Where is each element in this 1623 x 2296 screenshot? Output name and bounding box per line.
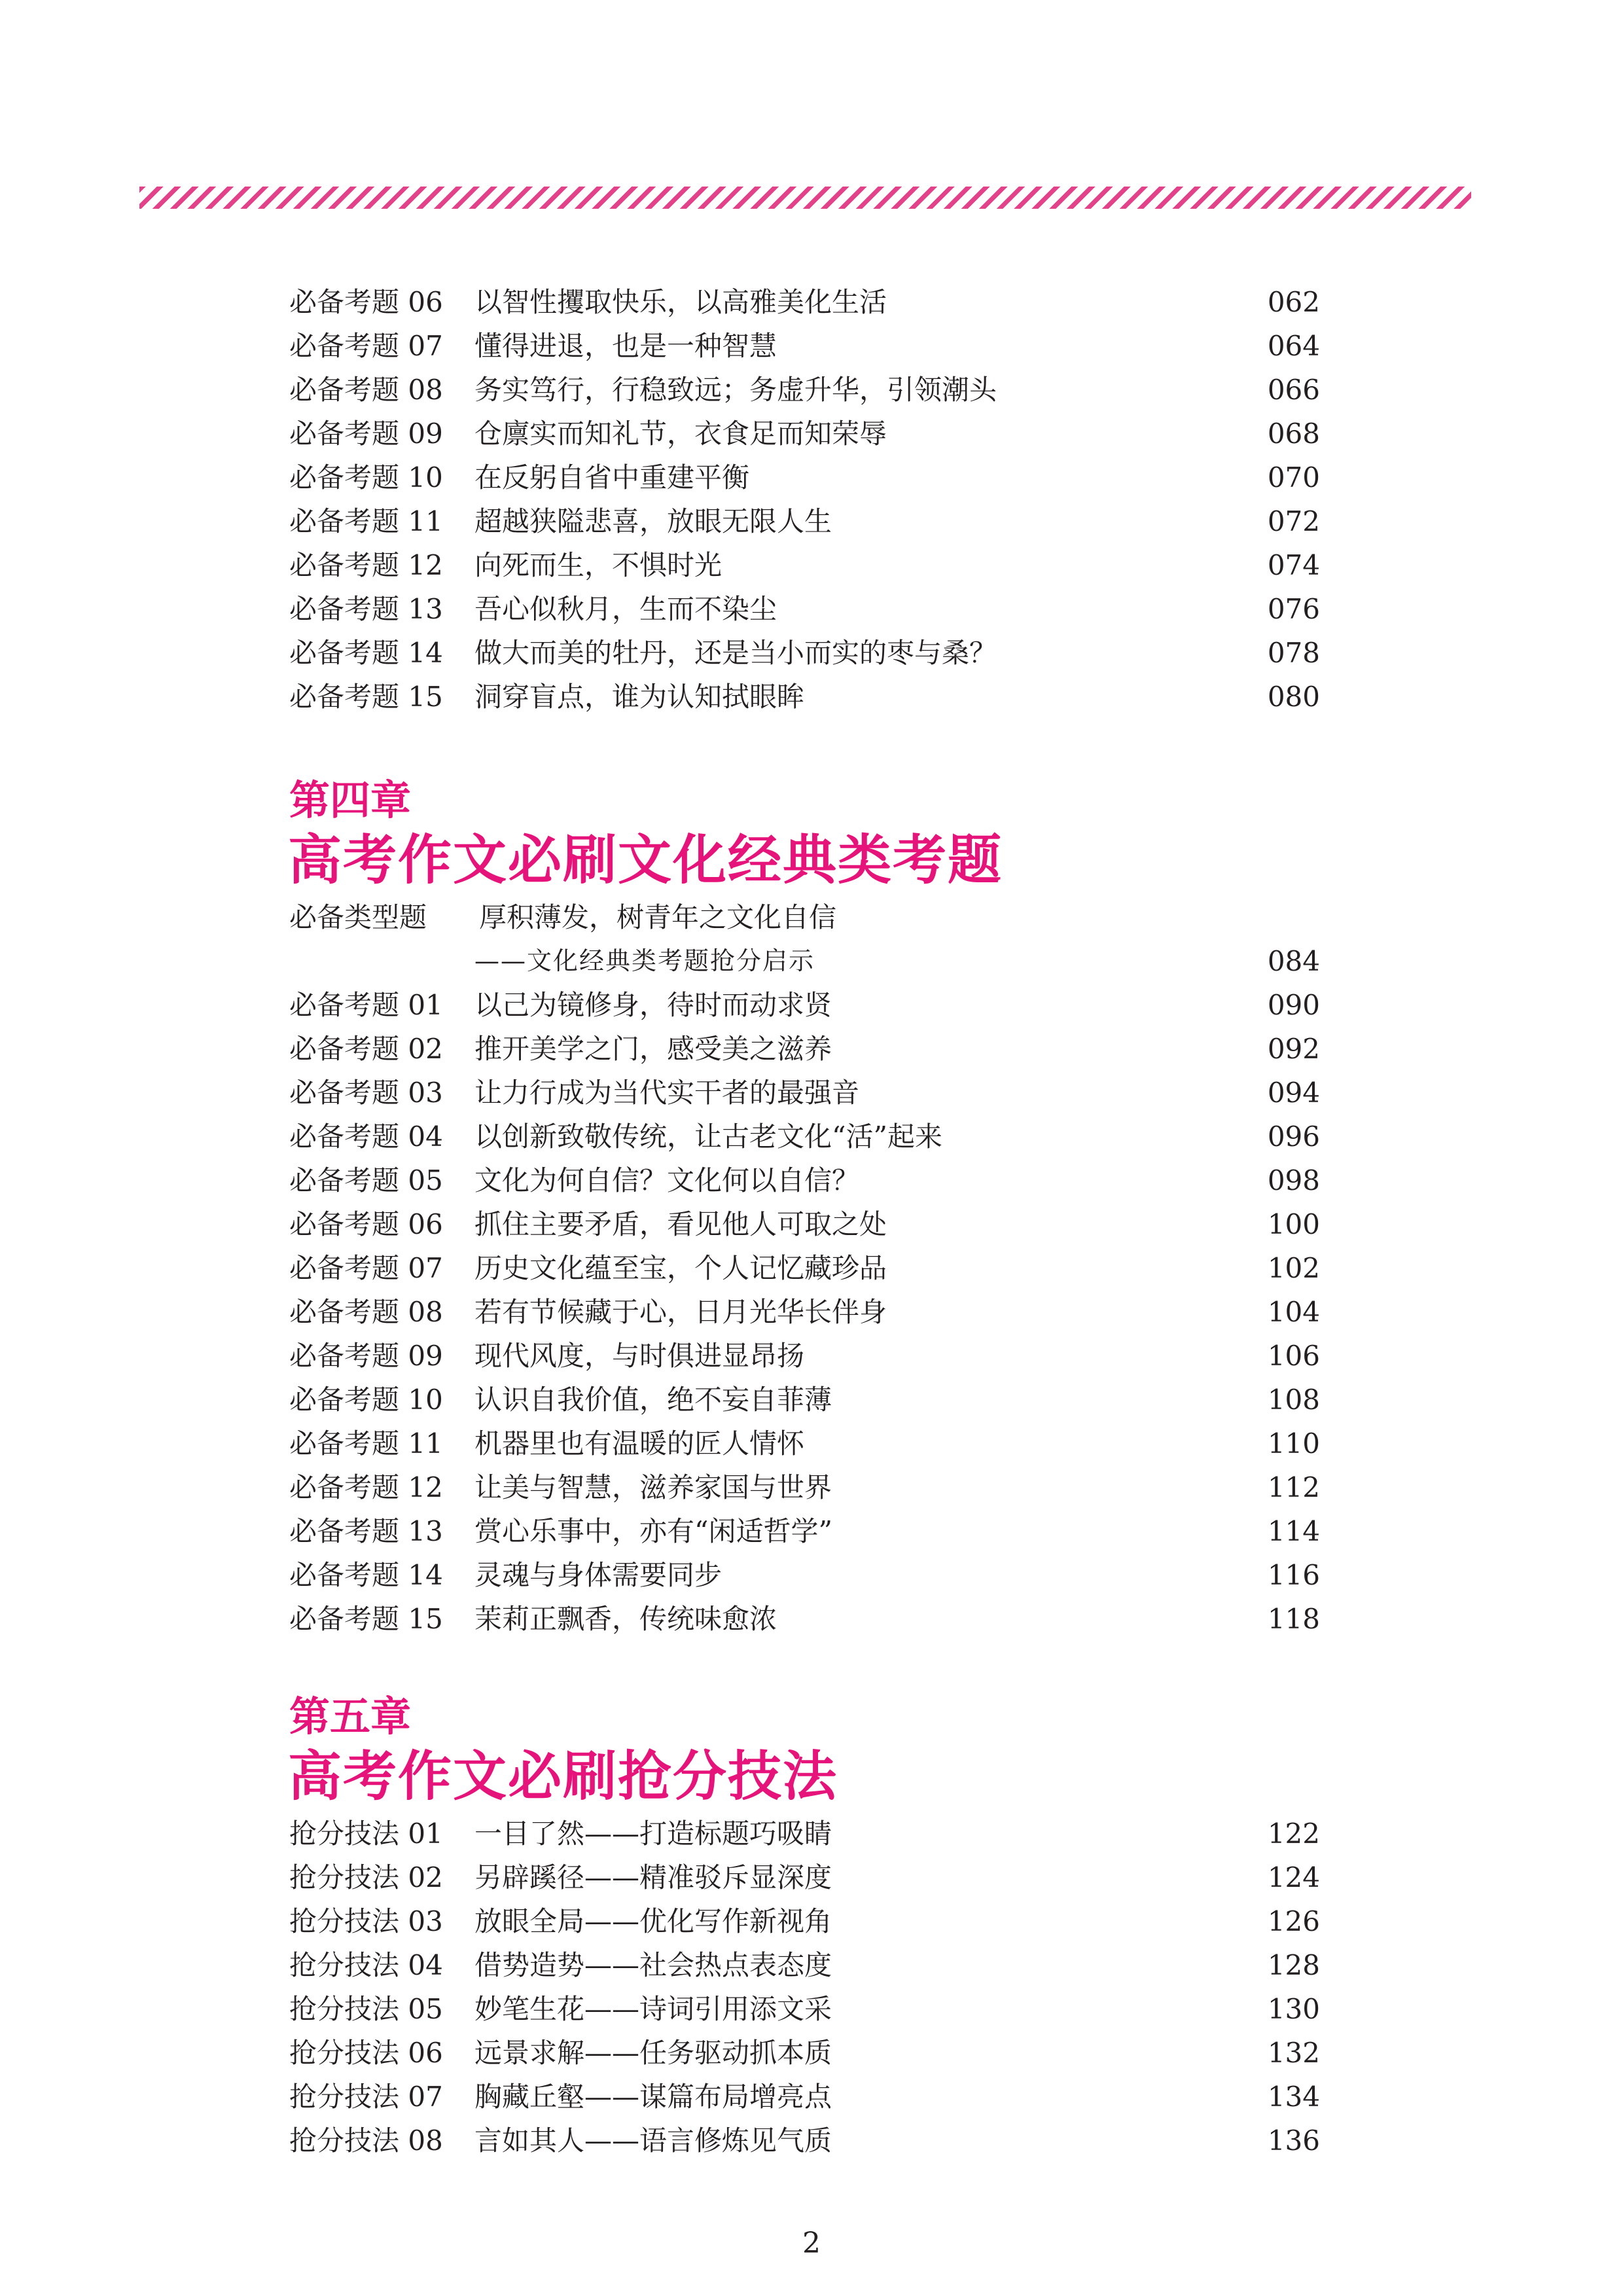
toc-entry-title: 让美与智慧，滋养家国与世界 xyxy=(474,1471,832,1503)
toc-entry-page: 106 xyxy=(1267,1340,1320,1372)
toc-entry-page: 084 xyxy=(1267,945,1320,977)
toc-entry[interactable] xyxy=(289,1856,1320,1899)
toc-entry-code: 必备考题 09 xyxy=(289,1340,443,1372)
chapter-4-title: 高考作文必刷文化经典类考题 xyxy=(288,829,1003,891)
toc-entry-page: 068 xyxy=(1267,418,1320,450)
toc-entry-title: 厚积薄发，树青年之文化自信 xyxy=(479,901,837,933)
toc-entry-code: 必备考题 13 xyxy=(289,593,443,625)
decorative-stripe-band xyxy=(139,187,1471,209)
toc-type-subentry[interactable] xyxy=(289,939,1320,983)
toc-entry-title: 现代风度，与时俱进显昂扬 xyxy=(474,1340,805,1372)
toc-entry-page: 134 xyxy=(1267,2081,1320,2113)
toc-entry[interactable] xyxy=(289,1422,1320,1465)
toc-entry-page: 102 xyxy=(1267,1252,1320,1284)
toc-entry-code: 必备考题 09 xyxy=(289,418,443,450)
toc-entry-title: 以创新致敬传统，让古老文化“活”起来 xyxy=(474,1121,942,1153)
toc-entry-title: 茉莉正飘香，传统味愈浓 xyxy=(474,1603,777,1635)
toc-entry-code: 必备考题 01 xyxy=(289,989,443,1021)
toc-entry-page: 080 xyxy=(1267,681,1320,713)
toc-entry-code: 必备考题 07 xyxy=(289,330,443,362)
toc-entry-page: 066 xyxy=(1267,374,1320,406)
toc-entry[interactable] xyxy=(289,1158,1320,1202)
toc-entry[interactable] xyxy=(289,2031,1320,2075)
chapter-5-title: 高考作文必刷抢分技法 xyxy=(288,1745,838,1808)
toc-entry[interactable] xyxy=(289,1509,1320,1553)
toc-entry[interactable] xyxy=(289,1553,1320,1597)
toc-entry[interactable] xyxy=(289,1115,1320,1158)
toc-entry-title: 吾心似秋月，生而不染尘 xyxy=(474,593,777,625)
toc-entry-code: 必备考题 14 xyxy=(289,1559,443,1591)
toc-entry-page: 122 xyxy=(1267,1818,1320,1850)
toc-entry-page: 098 xyxy=(1267,1164,1320,1196)
toc-entry-title: 远景求解——任务驱动抓本质 xyxy=(474,2037,832,2069)
toc-chapter-5 xyxy=(289,1812,1320,2162)
toc-entry-code: 必备考题 15 xyxy=(289,681,443,713)
toc-entry-title: 言如其人——语言修炼见气质 xyxy=(474,2125,832,2157)
toc-entry-page: 100 xyxy=(1267,1208,1320,1240)
toc-entry-page: 108 xyxy=(1267,1384,1320,1416)
toc-entry-title: 做大而美的牡丹，还是当小而实的枣与桑？ xyxy=(474,637,997,669)
toc-entry-page: 074 xyxy=(1267,549,1320,581)
toc-entry-code: 必备考题 14 xyxy=(289,637,443,669)
toc-entry-page: 114 xyxy=(1267,1515,1320,1547)
toc-entry-page: 096 xyxy=(1267,1121,1320,1153)
toc-entry-code: 必备考题 10 xyxy=(289,1384,443,1416)
toc-entry-page: 076 xyxy=(1267,593,1320,625)
toc-entry-code: 必备考题 06 xyxy=(289,1208,443,1240)
chapter-4-label: 第四章 xyxy=(289,776,412,824)
toc-entry-title: 以己为镜修身，待时而动求贤 xyxy=(474,989,832,1021)
toc-entry-code: 必备考题 04 xyxy=(289,1121,443,1153)
toc-entry[interactable] xyxy=(289,631,1320,675)
toc-entry-title: 借势造势——社会热点表态度 xyxy=(474,1949,832,1981)
toc-entry-page: 090 xyxy=(1267,989,1320,1021)
toc-entry-page: 094 xyxy=(1267,1077,1320,1109)
toc-entry-code: 抢分技法 04 xyxy=(289,1949,443,1981)
toc-entry-title: 推开美学之门，感受美之滋养 xyxy=(474,1033,832,1065)
toc-entry-title: 妙笔生花——诗词引用添文采 xyxy=(474,1993,832,2025)
toc-entry-code: 必备考题 08 xyxy=(289,1296,443,1328)
toc-entry-code: 抢分技法 05 xyxy=(289,1993,443,2025)
toc-entry-title: 放眼全局——优化写作新视角 xyxy=(474,1905,832,1937)
toc-entry-code: 抢分技法 08 xyxy=(289,2125,443,2157)
toc-entry-code: 必备考题 05 xyxy=(289,1164,443,1196)
toc-entry-page: 078 xyxy=(1267,637,1320,669)
toc-entry-page: 132 xyxy=(1267,2037,1320,2069)
page-number: 2 xyxy=(802,2227,821,2260)
toc-entry-code: 必备考题 08 xyxy=(289,374,443,406)
toc-entry[interactable] xyxy=(289,1943,1320,1987)
toc-entry[interactable] xyxy=(289,368,1320,412)
toc-entry[interactable] xyxy=(289,1378,1320,1422)
toc-entry-page: 092 xyxy=(1267,1033,1320,1065)
toc-entry-page: 072 xyxy=(1267,505,1320,537)
toc-entry[interactable] xyxy=(289,412,1320,456)
toc-entry-title: 懂得进退，也是一种智慧 xyxy=(474,330,777,362)
toc-entry[interactable] xyxy=(289,1899,1320,1943)
toc-type-entry[interactable] xyxy=(289,895,1320,939)
toc-entry-page: 128 xyxy=(1267,1949,1320,1981)
toc-entry[interactable] xyxy=(289,1465,1320,1509)
toc-entry-code: 抢分技法 02 xyxy=(289,1861,443,1893)
toc-entry-title: 以智性攫取快乐，以高雅美化生活 xyxy=(474,286,887,318)
toc-entry-page: 112 xyxy=(1267,1471,1320,1503)
toc-entry[interactable] xyxy=(289,543,1320,587)
toc-entry-code: 必备考题 15 xyxy=(289,1603,443,1635)
toc-entry[interactable] xyxy=(289,1290,1320,1334)
toc-entry-page: 062 xyxy=(1267,286,1320,318)
toc-entry-title: 超越狭隘悲喜，放眼无限人生 xyxy=(474,505,832,537)
toc-entry-page: 070 xyxy=(1267,461,1320,493)
toc-entry-code: 必备考题 03 xyxy=(289,1077,443,1109)
toc-entry-title: 认识自我价值，绝不妄自菲薄 xyxy=(474,1384,832,1416)
toc-entry-page: 110 xyxy=(1267,1427,1320,1460)
toc-entry-code: 抢分技法 07 xyxy=(289,2081,443,2113)
toc-entry-code: 必备考题 07 xyxy=(289,1252,443,1284)
toc-entry[interactable] xyxy=(289,2119,1320,2162)
toc-entry-page: 118 xyxy=(1267,1603,1320,1635)
chapter-5-label: 第五章 xyxy=(289,1693,412,1740)
toc-entry-title: 在反躬自省中重建平衡 xyxy=(474,461,750,493)
toc-entry-page: 116 xyxy=(1267,1559,1320,1591)
toc-entry-title: 文化为何自信？文化何以自信？ xyxy=(474,1164,860,1196)
toc-entry-page: 124 xyxy=(1267,1861,1320,1893)
toc-entry-title: 另辟蹊径——精准驳斥显深度 xyxy=(474,1861,832,1893)
toc-entry-code: 抢分技法 01 xyxy=(289,1818,443,1850)
toc-entry-title: 洞穿盲点，谁为认知拭眼眸 xyxy=(474,681,805,713)
toc-entry-code: 必备类型题 xyxy=(289,901,427,933)
toc-entry-code: 抢分技法 06 xyxy=(289,2037,443,2069)
toc-entry-code: 必备考题 10 xyxy=(289,461,443,493)
toc-entry-code: 抢分技法 03 xyxy=(289,1905,443,1937)
toc-entry-title: 机器里也有温暖的匠人情怀 xyxy=(474,1427,805,1460)
toc-entry-title: 向死而生，不惧时光 xyxy=(474,549,722,581)
toc-entry[interactable] xyxy=(289,2075,1320,2119)
toc-entry[interactable] xyxy=(289,587,1320,631)
toc-entry-code: 必备考题 06 xyxy=(289,286,443,318)
toc-entry-code: 必备考题 11 xyxy=(289,505,443,537)
toc-entry-title: 若有节候藏于心，日月光华长伴身 xyxy=(474,1296,887,1328)
toc-entry[interactable] xyxy=(289,1334,1320,1378)
toc-entry-title: 务实笃行，行稳致远；务虚升华，引领潮头 xyxy=(474,374,997,406)
toc-entry[interactable] xyxy=(289,1071,1320,1115)
toc-entry[interactable] xyxy=(289,1027,1320,1071)
toc-entry[interactable] xyxy=(289,1246,1320,1290)
toc-entry-code: 必备考题 11 xyxy=(289,1427,443,1460)
toc-entry-title: 让力行成为当代实干者的最强音 xyxy=(474,1077,860,1109)
toc-chapter-4 xyxy=(289,895,1320,1641)
toc-entry[interactable] xyxy=(289,1202,1320,1246)
toc-entry-title: 抓住主要矛盾，看见他人可取之处 xyxy=(474,1208,887,1240)
toc-entry-page: 130 xyxy=(1267,1993,1320,2025)
toc-entry[interactable] xyxy=(289,1987,1320,2031)
toc-entry-page: 104 xyxy=(1267,1296,1320,1328)
toc-entry-code: 必备考题 13 xyxy=(289,1515,443,1547)
toc-entry-code: 必备考题 12 xyxy=(289,1471,443,1503)
toc-entry-code: 必备考题 12 xyxy=(289,549,443,581)
toc-entry-page: 136 xyxy=(1267,2125,1320,2157)
toc-entry[interactable] xyxy=(289,499,1320,543)
toc-entry[interactable] xyxy=(289,324,1320,368)
toc-entry-page: 126 xyxy=(1267,1905,1320,1937)
toc-entry[interactable] xyxy=(289,456,1320,499)
toc-entry-title: 胸藏丘壑——谋篇布局增亮点 xyxy=(474,2081,832,2113)
toc-entry[interactable] xyxy=(289,1812,1320,1856)
toc-entry-title: 历史文化蕴至宝，个人记忆藏珍品 xyxy=(474,1252,887,1284)
toc-entry-title: 灵魂与身体需要同步 xyxy=(474,1559,722,1591)
toc-entry[interactable] xyxy=(289,983,1320,1027)
toc-entry-title: 一目了然——打造标题巧吸睛 xyxy=(474,1818,832,1850)
toc-section-continued xyxy=(289,280,1320,719)
toc-entry-code: 必备考题 02 xyxy=(289,1033,443,1065)
toc-entry-title: 仓廪实而知礼节，衣食足而知荣辱 xyxy=(474,418,887,450)
toc-entry[interactable] xyxy=(289,675,1320,719)
toc-entry[interactable] xyxy=(289,280,1320,324)
toc-entry-title: 赏心乐事中，亦有“闲适哲学” xyxy=(474,1515,832,1547)
toc-entry-subtitle: ——文化经典类考题抢分启示 xyxy=(474,946,815,975)
toc-entry-page: 064 xyxy=(1267,330,1320,362)
toc-entry[interactable] xyxy=(289,1597,1320,1641)
